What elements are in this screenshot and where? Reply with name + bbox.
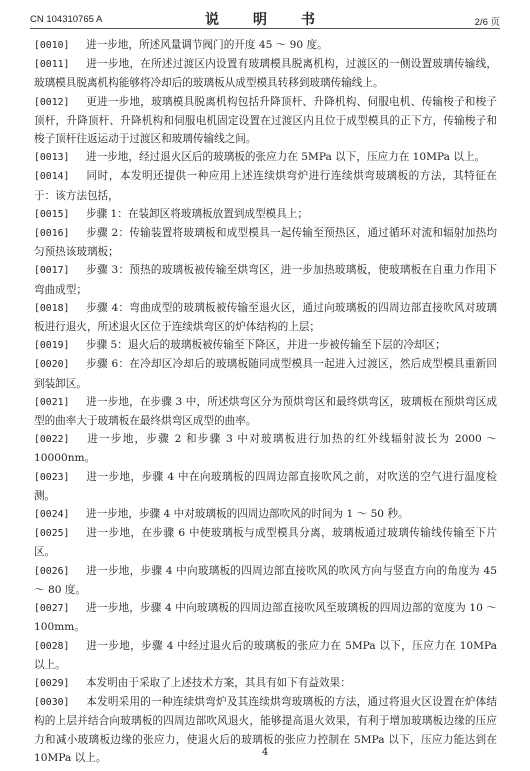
paragraph — [34, 336, 497, 355]
page-number: 4 — [261, 747, 269, 758]
paragraph — [34, 355, 497, 392]
paragraph — [34, 468, 497, 505]
paragraph-text: 进一步地，在所述过渡区内设置有玻璃模具脱离机构，过渡区的一侧设置玻璃传输线，玻璃模具脱离机构能够将冷却后的玻璃板从成型模具转移到玻璃传输线上。 — [34, 58, 497, 90]
patent-number: CN 104310765 A — [30, 14, 103, 25]
paragraph — [34, 55, 497, 92]
paragraph-number: [0012] — [34, 96, 70, 108]
paragraph — [34, 299, 497, 336]
paragraph-number: [0025] — [34, 528, 70, 540]
paragraph — [34, 167, 497, 204]
paragraph-text: 步骤 2：传输装置将玻璃板和成型模具一起传输至预热区，通过循环对流和辐射加热均匀预热该玻璃板； — [34, 227, 497, 259]
paragraph — [34, 599, 497, 636]
paragraph-text: 进一步地，步骤 2 和步骤 3 中对玻璃板进行加热的红外线辐射波长为 2000 ～ 10000nm。 — [34, 433, 497, 465]
paragraph-number: [0017] — [34, 265, 70, 277]
paragraph-text: 进一步地，步骤 4 中向玻璃板的四周边部直接吹风的吹风方向与竖直方向的角度为 45 ～ 80 度。 — [34, 564, 497, 596]
paragraph-text: 进一步地，经过退火区后的玻璃板的张应力在 5MPa 以下，压应力在 10MPa 以上。 — [86, 151, 486, 164]
paragraph-text: 进一步地，所述风量调节阀门的开度 45 ～ 90 度。 — [86, 39, 328, 51]
paragraph-number: [0015] — [34, 208, 70, 220]
paragraph — [34, 430, 497, 467]
paragraph-text: 步骤 3：预热的玻璃板被传输至烘弯区，进一步加热玻璃板，使玻璃板在自重力作用下弯曲成型； — [34, 264, 497, 296]
paragraph-text: 同时，本发明还提供一种应用上述连续烘弯炉进行连续烘弯玻璃板的方法，其特征在于：该方法包括， — [34, 170, 497, 202]
paragraph-text: 进一步地，步骤 4 中对玻璃板的四周边部吹风的时间为 1 ～ 50 秒。 — [86, 508, 409, 521]
paragraph — [34, 524, 497, 561]
paragraph — [34, 393, 497, 430]
paragraph-text: 本发明采用的一种连续烘弯炉及其连续烘弯玻璃板的方法，通过将退火区设置在炉体结构的上层并结合向玻璃板的四周边部吹风退火，能够提高退火效果，有利于增加玻璃板边缘的压应力和减小玻璃板边缘的张应力，使退火后的玻璃板的张应力控制在 5MPa 以下，压应力能达到在 10MPa 以上。 — [34, 696, 497, 764]
paragraph-text: 步骤 1：在装卸区将玻璃板放置到成型模具上； — [86, 207, 308, 220]
paragraph-text: 进一步地，步骤 4 中向玻璃板的四周边部直接吹风至玻璃板的四周边部的宽度为 10 ～ 100mm。 — [34, 602, 497, 634]
paragraph-number: [0019] — [34, 340, 70, 352]
paragraph-text: 进一步地，步骤 4 中在向玻璃板的四周边部直接吹风之前，对吹送的空气进行温度检测。 — [34, 470, 497, 502]
paragraph-number: [0013] — [34, 152, 70, 164]
paragraph-number: [0022] — [34, 434, 70, 446]
paragraph — [34, 261, 497, 298]
page-info: 2/6 页 — [474, 17, 500, 28]
document-title: 说 明 书 — [205, 12, 325, 28]
paragraph-number: [0026] — [34, 565, 70, 577]
paragraph-number: [0011] — [34, 59, 70, 71]
paragraph-text: 步骤 5：退火后的玻璃板被传输至下降区，并进一步被传输至下层的冷却区； — [86, 339, 446, 352]
paragraph-number: [0014] — [34, 171, 70, 183]
paragraph-text: 进一步地，在步骤 3 中，所述烘弯区分为预烘弯区和最终烘弯区，玻璃板在预烘弯区成型的曲率大于玻璃板在最终烘弯区成型的曲率。 — [34, 395, 497, 428]
paragraph — [34, 505, 497, 524]
paragraph — [34, 637, 497, 674]
page-header — [30, 8, 500, 28]
paragraph-number: [0018] — [34, 302, 70, 314]
paragraph — [34, 36, 497, 55]
paragraph-number: [0028] — [34, 640, 70, 652]
paragraph-number: [0027] — [34, 603, 70, 615]
paragraph — [34, 224, 497, 261]
paragraph-text: 进一步地，在步骤 6 中使玻璃板与成型模具分离，玻璃板通过玻璃传输线传输至下片区。 — [34, 527, 497, 559]
paragraph — [34, 674, 497, 693]
paragraph — [34, 205, 497, 224]
paragraph-number: [0023] — [34, 471, 70, 483]
paragraph — [34, 93, 497, 149]
paragraph-number: [0029] — [34, 677, 70, 689]
paragraph-text: 进一步地，步骤 4 中经过退火后的玻璃板的张应力在 5MPa 以下，压应力在 10MPa 以上。 — [34, 639, 497, 671]
paragraph-number: [0024] — [34, 509, 70, 521]
paragraph — [34, 562, 497, 599]
paragraph-number: [0016] — [34, 228, 70, 240]
paragraph-text: 步骤 6：在冷却区冷却后的玻璃板随同成型模具一起进入过渡区，然后成型模具重新回到装卸区。 — [34, 358, 497, 390]
paragraph-number: [0010] — [34, 40, 70, 51]
paragraph-text: 更进一步地，玻璃模具脱离机构包括升降顶杆、升降机构、伺服电机、传输梭子和梭子顶杆，升降顶杆、升降机构和伺服电机固定设置在过渡区内且位于成型模具的正下方，传输梭子和梭子顶杆往返运动于过渡区和玻璃传输线之间。 — [34, 95, 497, 146]
paragraph-text: 步骤 4：弯曲成型的玻璃板被传输至退火区，通过向玻璃板的四周边部直接吹风对玻璃板进行退火，所述退火区位于连续烘弯区的炉体结构的上层； — [34, 301, 497, 334]
paragraph-number: [0020] — [34, 359, 70, 371]
paragraph — [34, 148, 497, 167]
document-body — [34, 36, 497, 767]
paragraph-number: [0021] — [34, 396, 70, 408]
paragraph-number: [0030] — [34, 697, 70, 709]
header-divider — [30, 28, 500, 29]
paragraph-text: 本发明由于采取了上述技术方案，其具有如下有益效果： — [86, 676, 351, 689]
